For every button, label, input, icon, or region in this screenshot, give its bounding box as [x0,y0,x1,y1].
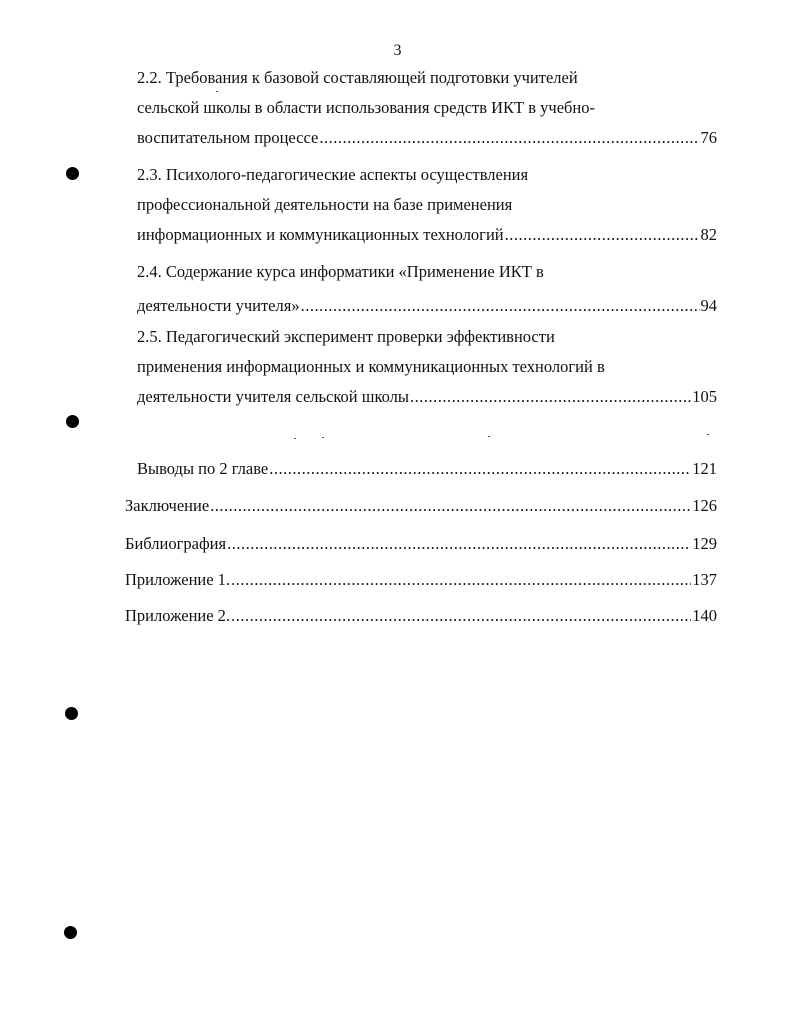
toc-page-number: 137 [692,570,717,589]
scan-speck [294,438,296,439]
toc-entry-appendix-1[interactable] [125,565,717,595]
toc-entry-title-end: деятельности учителя сельской школы [137,387,409,406]
dot-leader [227,529,691,559]
dot-leader [505,220,700,250]
toc-entry-line: 2.5. Педагогический эксперимент проверки эффективности [137,327,555,346]
scan-speck [488,436,490,437]
toc-page-number: 76 [700,128,717,147]
toc-entry-2-2[interactable] [137,63,717,153]
binder-hole-mark [65,707,78,720]
dot-leader [231,601,691,631]
scan-speck [322,437,324,438]
toc-entry-title-end: информационных и коммуникационных технологий [137,225,504,244]
toc-entry-title-end: воспитательном процессе [137,128,319,147]
toc-entry-line: профессиональной деятельности на базе применения [137,195,513,214]
binder-hole-mark [64,926,77,939]
toc-entry-conclusion[interactable] [125,491,717,521]
toc-entry-line: 2.3. Психолого-педагогические аспекты осуществления [137,165,529,184]
toc-entry-line: 2.4. Содержание курса информатики «Применение ИКТ в [137,262,544,281]
toc-page-number: 140 [692,606,717,625]
toc-page-number: 129 [692,534,717,553]
dot-leader [410,382,691,412]
scan-speck [707,434,709,435]
toc-entry-title: Выводы по 2 главе [137,459,269,478]
toc-entry-2-3[interactable] [137,160,717,250]
toc-entry-bibliography[interactable] [125,529,717,559]
toc-entry-title: Приложение 2. [125,606,231,625]
toc-entry-line: применения информационных и коммуникационных технологий в [137,357,605,376]
toc-entry-title: Приложение 1. [125,570,231,589]
toc-entry-appendix-2[interactable] [125,601,717,631]
toc-entry-title: Библиография [125,534,227,553]
toc-entry-title-end: деятельности учителя» [137,296,300,315]
page-number: 3 [393,42,402,59]
dot-leader [301,291,700,321]
dot-leader [231,565,691,595]
dot-leader [210,491,691,521]
toc-entry-line: сельской школы в области использования средств ИКТ в учебно- [137,98,595,117]
toc-page-number: 105 [692,387,717,406]
toc-entry-2-4[interactable] [137,257,717,321]
toc-page-number: 121 [692,459,717,478]
toc-page-number: 94 [700,296,717,315]
toc-entry-line: 2.2. Требования к базовой составляющей подготовки учителей [137,68,578,87]
toc-page-number: 126 [692,496,717,515]
dot-leader [269,454,691,484]
toc-page-number: 82 [700,225,717,244]
toc-entry-conclusions-ch2[interactable] [137,454,717,484]
dot-leader [319,123,699,153]
binder-hole-mark [66,415,79,428]
binder-hole-mark [66,167,79,180]
toc-entry-title: Заключение [125,496,210,515]
toc-entry-2-5[interactable] [137,322,717,412]
